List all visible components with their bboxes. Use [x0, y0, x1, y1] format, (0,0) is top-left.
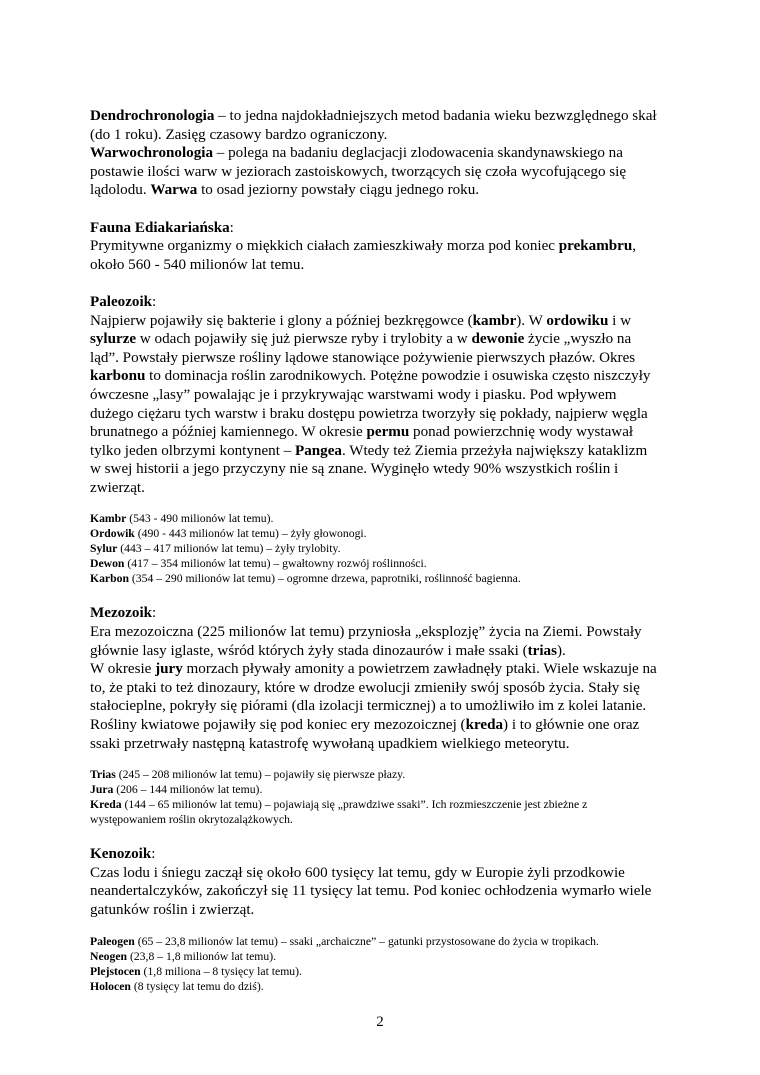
period-item: Paleogen (65 – 23,8 milionów lat temu) – ssaki „archaiczne” – gatunki przystosowane do życia w tropikach.: [90, 934, 599, 948]
period-item: Holocen (8 tysięcy lat temu do dziś).: [90, 979, 264, 993]
period-item: Kreda (144 – 65 milionów lat temu) – pojawiają się „prawdziwe ssaki”. Ich rozmieszczenie jest zbieżne z: [90, 798, 588, 812]
mezozoik-line-1: Era mezozoiczna (225 milionów lat temu) przyniosła „eksplozję” życia na Ziemi. Powstały: [90, 624, 642, 641]
warwochronologia-line-3: lądolodu. Warwa to osad jeziorny powstały ciągu jednego roku.: [90, 182, 480, 199]
heading-kenozoik: Kenozoik:: [90, 846, 156, 863]
mezozoik-line-5: stałocieplne, pokryły się piórami (dla izolacji termicznej) a to umożliwiło im z kolei latanie.: [90, 698, 647, 715]
period-item: Sylur (443 – 417 milionów lat temu) – żyły trylobity.: [90, 542, 341, 556]
page-content: [90, 107, 680, 994]
paleozoik-line-9: w swej historii a jego przyczyny nie są znane. Wyginęło wtedy 90% wszystkich roślin i: [90, 461, 619, 478]
period-item: Plejstocen (1,8 miliona – 8 tysięcy lat temu).: [90, 964, 302, 978]
heading-fauna-ediakarianska: Fauna Ediakariańska:: [90, 219, 234, 236]
term-prekambr: prekambru: [558, 238, 633, 255]
mezozoik-line-6: Rośliny kwiatowe pojawiły się pod koniec ery mezozoicznej (kreda) i to głównie one oraz: [90, 717, 640, 734]
ediakara-line-2: około 560 - 540 milionów lat temu.: [90, 256, 305, 273]
mezozoik-line-3: W okresie jury morzach pływały amonity a powietrzem zawładnęły ptaki. Wiele wskazuje na: [90, 661, 657, 678]
period-item-continuation: występowaniem roślin okrytozalążkowych.: [90, 813, 293, 827]
period-item: Kambr (543 - 490 milionów lat temu).: [90, 512, 274, 526]
mezozoik-line-4: to, że ptaki to też dinozaury, które w drodze ewolucji zmieniły swój sposób życia. Stały się: [90, 679, 640, 696]
period-item: Dewon (417 – 354 milionów lat temu) – gwałtowny rozwój roślinności.: [90, 557, 427, 571]
mezozoik-line-2: głównie lasy iglaste, wśród których żyły stada dinozaurów i małe ssaki (trias).: [90, 642, 566, 659]
paleozoik-line-5: ówczesne „lasy” powalając je i przykrywając warstwami wody i piasku. Pod wpływem: [90, 386, 617, 403]
paleozoik-line-6: dużego ciężaru tych warstw i braku dostępu powietrza tworzyły się pokłady, najpierw węgla: [90, 405, 648, 422]
kenozoik-line-2: neandertalczyków, zakończył się 11 tysięcy lat temu. Pod koniec ochłodzenia wymarło wiele: [90, 883, 652, 900]
paleozoik-line-3: ląd”. Powstały pierwsze rośliny lądowe stanowiące pożywienie pierwszych płazów. Okres: [90, 349, 636, 366]
period-item: Karbon (354 – 290 milionów lat temu) – ogromne drzewa, paprotniki, roślinność bagienna.: [90, 572, 521, 586]
heading-paleozoik: Paleozoik:: [90, 293, 157, 310]
page-number: 2: [376, 1014, 384, 1030]
kenozoik-line-3: gatunków roślin i zwierząt.: [90, 902, 255, 918]
warwochronologia-line-1: Warwochronologia – polega na badaniu deglacjacji zlodowacenia skandynawskiego na: [90, 145, 623, 162]
heading-mezozoik: Mezozoik:: [90, 605, 157, 622]
paleozoik-line-4: karbonu to dominacja roślin zarodnikowych. Potężne powodzie i osuwiska często niszczyły: [90, 368, 651, 385]
term-warwa: Warwa: [150, 182, 198, 199]
paleozoik-line-10: zwierząt.: [90, 479, 145, 496]
period-item: Neogen (23,8 – 1,8 milionów lat temu).: [90, 949, 277, 963]
paleozoik-line-1: Najpierw pojawiły się bakterie i glony a później bezkręgowce (kambr). W ordowiku i w: [90, 312, 632, 329]
dendrochronologia-line-2: (do 1 roku). Zasięg czasowy bardzo ograniczony.: [90, 126, 388, 143]
period-item: Ordowik (490 - 443 milionów lat temu) – żyły głowonogi.: [90, 527, 367, 541]
term-dendrochronologia: Dendrochronologia: [90, 108, 215, 124]
term-warwochronologia: Warwochronologia: [90, 145, 213, 162]
dendrochronologia-line-1: Dendrochronologia – to jedna najdokładniejszych metod badania wieku bezwzględnego skał: [90, 108, 657, 124]
mezozoik-line-7: ssaki przetrwały następną katastrofę wywołaną upadkiem wielkiego meteorytu.: [90, 735, 570, 752]
period-item: Trias (245 – 208 milionów lat temu) – pojawiły się pierwsze płazy.: [90, 768, 406, 782]
paleozoik-line-8: tylko jeden olbrzymi kontynent – Pangea. Wtedy też Ziemia przeżyła największy kataklizm: [90, 442, 648, 459]
paleozoik-line-7: brunatnego a później kamiennego. W okresie permu ponad powierzchnię wody wystawał: [90, 424, 634, 441]
paleozoik-line-2: sylurze w odach pojawiły się już pierwsze ryby i trylobity a w dewonie życie „wyszło na: [90, 331, 632, 348]
period-item: Jura (206 – 144 milionów lat temu).: [90, 783, 263, 797]
kenozoik-line-1: Czas lodu i śniegu zaczął się około 600 tysięcy lat temu, gdy w Europie żyli przodkowie: [90, 864, 625, 881]
warwochronologia-line-2: postawie ilości warw w jeziorach zastoiskowych, tworzących się czoła wycofującego się: [90, 163, 627, 180]
ediakara-line-1: Prymitywne organizmy o miękkich ciałach zamieszkiwały morza pod koniec prekambru,: [90, 238, 637, 255]
